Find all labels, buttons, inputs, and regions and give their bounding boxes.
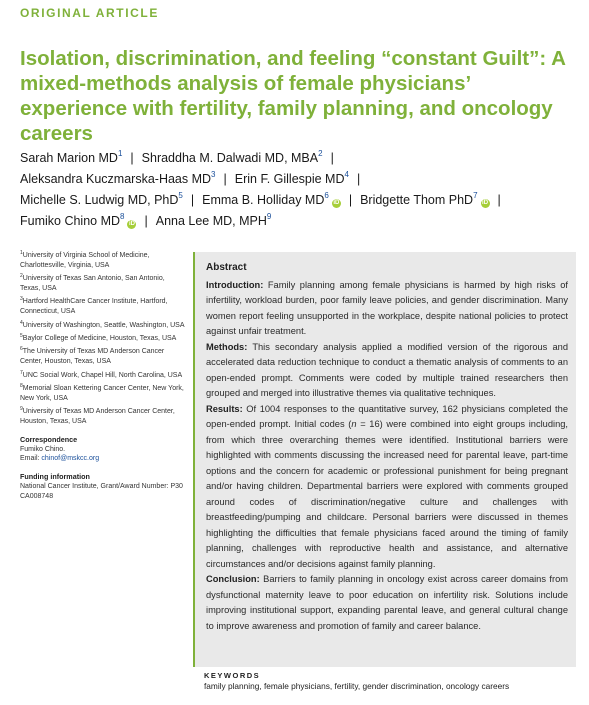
author-list	[20, 148, 580, 232]
author-separator: |	[130, 151, 134, 165]
results-label: Results:	[206, 403, 243, 414]
affiliation-text: The University of Texas MD Anderson Cancer Center, Houston, Texas, USA	[20, 348, 165, 366]
author-name[interactable]: Erin F. Gillespie MD	[234, 172, 345, 186]
correspondence-email-line	[20, 454, 185, 464]
conclusion-text: Barriers to family planning in oncology exist across career domains from dysfunctional maternity leave to poor education on infertility risk. Solutions include improving institutional support, expanding parental leave, and general cultural change to improve awareness and promotion of family and career balance.	[206, 574, 569, 631]
methods-text: This secondary analysis applied a modified version of the rigorous and accelerated data reduction technique to conduct a thematic analysis of comments to an open-ended prompt. Comments were coded by multiple trained researchers then grouped and merged into illustrative themes via qualitative techniques.	[206, 341, 568, 398]
affiliation-ref[interactable]: 6	[324, 191, 329, 200]
affiliation-ref[interactable]: 8	[120, 212, 125, 221]
author-name[interactable]: Anna Lee MD, MPH	[155, 214, 267, 228]
author-name[interactable]: Michelle S. Ludwig MD, PhD	[20, 193, 179, 207]
abstract-introduction	[206, 278, 568, 340]
author-line	[20, 211, 580, 232]
author-separator: |	[330, 151, 334, 165]
affiliation-ref[interactable]: 3	[211, 170, 216, 179]
author-separator: |	[144, 214, 148, 228]
keywords-text: family planning, female physicians, fertility, gender discrimination, oncology careers	[204, 681, 510, 691]
affiliation-number: 2	[20, 273, 23, 280]
affiliation	[20, 251, 185, 271]
affiliation-text: University of Texas MD Anderson Cancer Center, Houston, Texas, USA	[20, 408, 175, 425]
funding-heading: Funding information	[20, 472, 90, 482]
article-type-label: ORIGINAL ARTICLE	[20, 6, 159, 20]
affiliation-text: UNC Social Work, Chapel Hill, North Carolina, USA	[22, 371, 183, 379]
abstract-box	[193, 252, 576, 667]
keywords-heading: KEYWORDS	[204, 671, 261, 680]
affiliation-number: 5	[20, 332, 23, 339]
methods-label: Methods:	[206, 341, 248, 352]
conclusion-label: Conclusion:	[206, 574, 260, 584]
affiliation-number: 4	[20, 319, 23, 326]
introduction-label: Introduction:	[206, 279, 264, 290]
affiliation	[20, 274, 185, 294]
affiliation-text: University of Washington, Seattle, Washington, USA	[22, 321, 185, 329]
results-text-continued: = 16) were combined into eight groups including, from which three overarching themes were identified. Institutional barriers were highlighted with comments discussing the increased need for parental leave, part-time options and the concern for academic or professional punishment for being pregnant and/or having children. Departmental barriers were explored with comments grouped around codes of discrimination/negative culture and challenges with breastfeeding/pumping and childcare. Personal barriers were discussed in themes highlighting the difficulties that female physicians faced around the timing of family planning, challenges with reproductive health and assistance, and alternative circumstances and/or decisions against family planning.	[206, 419, 568, 569]
affiliation	[20, 347, 185, 367]
author-separator: |	[190, 193, 195, 207]
author-name[interactable]: Fumiko Chino MD	[20, 214, 121, 228]
affiliation	[20, 371, 185, 381]
affiliation	[20, 384, 185, 404]
abstract-results	[206, 402, 568, 573]
orcid-icon[interactable]: iD	[128, 221, 135, 227]
affiliations-sidebar	[20, 251, 185, 501]
article-title: Isolation, discrimination, and feeling “constant Guilt”: A mixed-methods analysis of female physicians’ experience with fertility, family planning, and oncology careers	[20, 47, 566, 145]
correspondence-name: Fumiko Chino.	[20, 445, 66, 453]
affiliation-text: University of Texas San Antonio, San Antonio, Texas, USA	[20, 275, 165, 292]
author-line	[20, 148, 580, 169]
affiliation-number: 9	[20, 406, 23, 413]
affiliation-ref[interactable]: 2	[318, 149, 323, 158]
affiliation-ref[interactable]: 4	[344, 170, 349, 179]
introduction-text: Family planning among female physicians is harmed by high risks of infertility, workload burden, poor family leave policies, and gender discrimination. Many women report feeling unsupported in the workplace, despite national policies to protect against unfair treatment.	[206, 279, 568, 336]
affiliation-number: 7	[20, 369, 23, 376]
author-name[interactable]: Sarah Marion MD	[20, 151, 118, 165]
author-separator: |	[223, 172, 227, 186]
abstract-methods	[206, 340, 568, 402]
affiliation	[20, 407, 185, 427]
affiliation-number: 6	[20, 346, 23, 353]
author-line	[20, 169, 580, 190]
author-name[interactable]: Aleksandra Kuczmarska-Haas MD	[20, 172, 212, 186]
affiliation	[20, 321, 185, 331]
author-name[interactable]: Emma B. Holliday MD	[202, 193, 325, 207]
author-name[interactable]: Bridgette Thom PhD	[360, 193, 474, 207]
email-label: Email:	[20, 455, 40, 463]
affiliation-number: 1	[20, 250, 23, 256]
orcid-icon[interactable]: iD	[482, 200, 489, 206]
author-separator: |	[497, 193, 501, 207]
affiliation-text: Hartford HealthCare Cancer Institute, Hartford, Connecticut, USA	[20, 298, 168, 316]
keywords-section	[204, 671, 574, 691]
author-separator: |	[348, 193, 353, 207]
affiliation-ref[interactable]: 1	[117, 149, 123, 158]
affiliation-ref[interactable]: 5	[178, 191, 183, 200]
affiliation-text: University of Virginia School of Medicine, Charlottesville, Virginia, USA	[20, 252, 150, 269]
author-line	[20, 190, 580, 211]
author-separator: |	[356, 172, 361, 186]
abstract-heading: Abstract	[206, 262, 247, 273]
affiliation-number: 8	[20, 382, 23, 389]
affiliation-text: Baylor College of Medicine, Houston, Texas, USA	[22, 334, 177, 342]
affiliation	[20, 297, 185, 317]
correspondence-heading: Correspondence	[20, 434, 78, 444]
affiliation-text: Memorial Sloan Kettering Cancer Center, New York, New York, USA	[20, 384, 184, 402]
author-name[interactable]: Shraddha M. Dalwadi MD, MBA	[141, 151, 319, 165]
funding-text: National Cancer Institute, Grant/Award Number: P30 CA008748	[20, 482, 183, 500]
results-text: Of 1004 responses to the quantitative survey, 162 physicians completed the open-ended prompt. Initial codes (	[206, 403, 568, 429]
affiliation-number: 3	[20, 296, 23, 303]
orcid-icon[interactable]: iD	[333, 200, 340, 206]
affiliation-ref[interactable]: 7	[473, 191, 478, 200]
affiliation-ref[interactable]: 9	[266, 212, 272, 221]
email-link[interactable]: chinof@mskcc.org	[41, 455, 100, 463]
results-n-symbol: n	[351, 419, 357, 429]
abstract-conclusion	[206, 572, 568, 634]
affiliation	[20, 334, 185, 344]
